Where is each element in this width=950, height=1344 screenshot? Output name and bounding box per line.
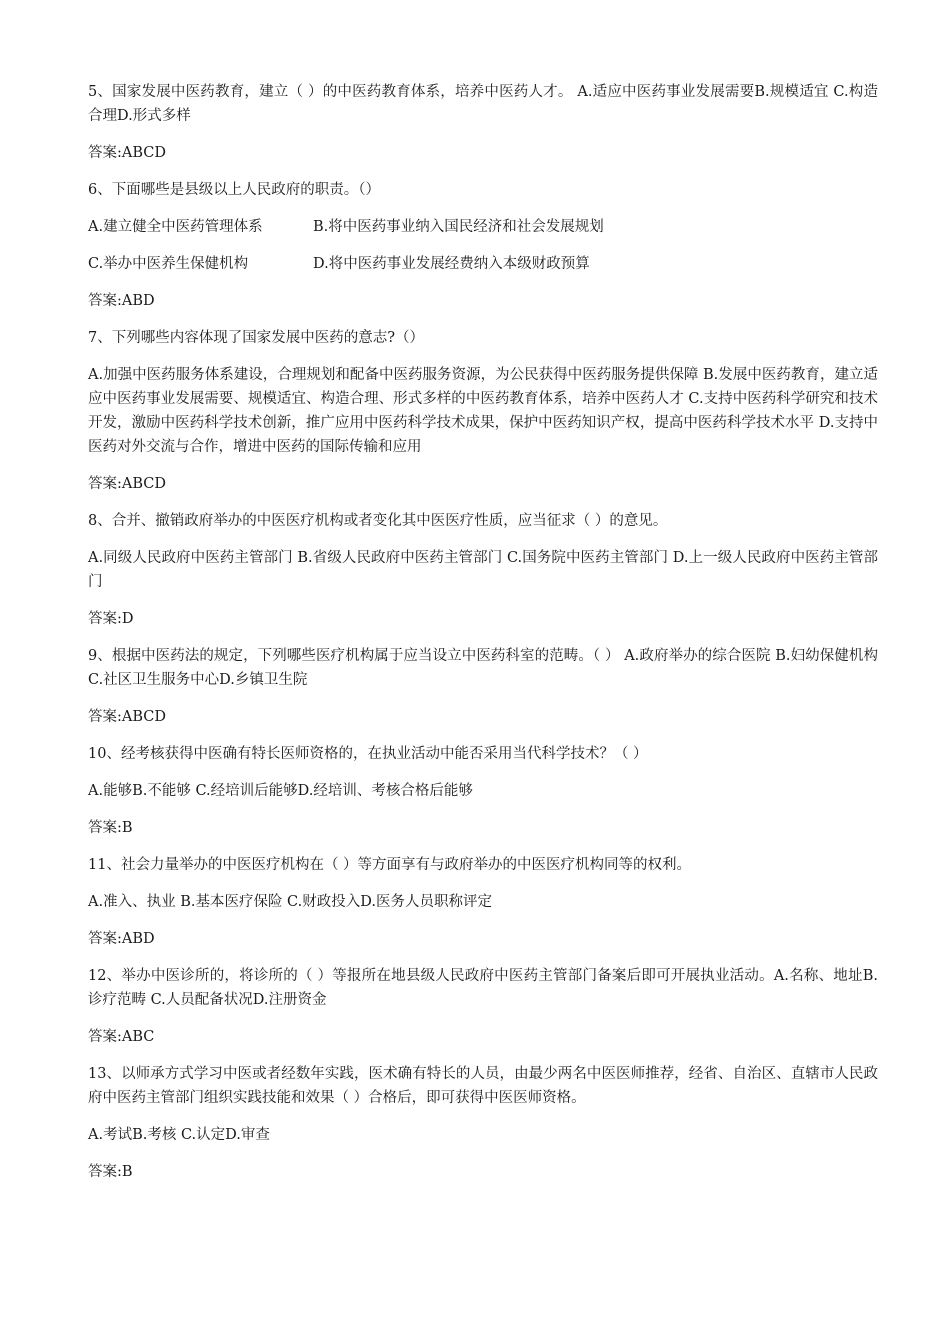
question-6-option-a: A.建立健全中医药管理体系 (88, 219, 263, 235)
question-6-option-c: C.举办中医养生保健机构 (88, 256, 249, 272)
question-6-option-b: B.将中医药事业纳入国民经济和社会发展规划 (313, 219, 604, 235)
question-5-answer: 答案:ABCD (88, 145, 167, 161)
question-13-options: A.考试B.考核 C.认定D.审查 (88, 1127, 270, 1143)
question-11-options: A.准入、执业 B.基本医疗保险 C.财政投入D.医务人员职称评定 (88, 894, 492, 910)
question-11-text: 11、社会力量举办的中医医疗机构在（ ）等方面享有与政府举办的中医医疗机构同等的权利。 (88, 857, 692, 873)
question-9-answer: 答案:ABCD (88, 709, 167, 725)
question-10-text: 10、经考核获得中医确有特长医师资格的，在执业活动中能否采用当代科学技术？（ ） (88, 746, 648, 762)
question-6-option-d: D.将中医药事业发展经费纳入本级财政预算 (313, 256, 590, 272)
question-10-answer: 答案:B (88, 820, 133, 836)
question-6-answer: 答案:ABD (88, 293, 155, 309)
question-6-text: 6、下面哪些是县级以上人民政府的职责。（） (88, 182, 380, 198)
question-7-text: 7、下列哪些内容体现了国家发展中医药的意志?（） (88, 330, 424, 346)
question-7-answer: 答案:ABCD (88, 476, 167, 492)
question-9-text: 9、根据中医药法的规定，下列哪些医疗机构属于应当设立中医药科室的范畴。（ ） A.政府举办的综合医院 B.妇幼保健机构 C.社区卫生服务中心D.乡镇卫生院 (88, 648, 878, 688)
question-13-text: 13、以师承方式学习中医或者经数年实践，医术确有特长的人员，由最少两名中医医师推荐，经省、自治区、直辖市人民政府中医药主管部门组织实践技能和效果（ ）合格后，即可获得中医医师资格。 (88, 1066, 878, 1106)
question-12-text: 12、举办中医诊所的，将诊所的（ ）等报所在地县级人民政府中医药主管部门备案后即可开展执业活动。A.名称、地址B.诊疗范畴 C.人员配备状况D.注册资金 (88, 968, 878, 1008)
question-5-text: 5、国家发展中医药教育，建立（ ）的中医药教育体系，培养中医药人才。 A.适应中医药事业发展需要B.规模适宜 C.构造合理D.形式多样 (88, 84, 878, 124)
question-8-answer: 答案:D (88, 611, 134, 627)
question-7-options: A.加强中医药服务体系建设，合理规划和配备中医药服务资源，为公民获得中医药服务提供保障 B.发展中医药教育，建立适应中医药事业发展需要、规模适宜、构造合理、形式多样的中医药教育体系，培养中医药人才 C.支持中医药科学研究和技术开发，激励中医药科学技术创新，推广应用中医药科学技术成果，保护中医药知识产权，提高中医药科学技术水平 D.支持中医药对外交流与合作，增进中医药的国际传输和应用 (88, 367, 878, 455)
question-8-text: 8、合并、撤销政府举办的中医医疗机构或者变化其中医医疗性质，应当征求（ ）的意见。 (88, 513, 668, 529)
question-8-options: A.同级人民政府中医药主管部门 B.省级人民政府中医药主管部门 C.国务院中医药主管部门 D.上一级人民政府中医药主管部门 (88, 550, 878, 590)
question-10-options: A.能够B.不能够 C.经培训后能够D.经培训、考核合格后能够 (88, 783, 473, 799)
question-12-answer: 答案:ABC (88, 1029, 155, 1045)
question-6-options-row-2 (88, 252, 878, 276)
question-6-options-row-1 (88, 215, 878, 239)
question-13-answer: 答案:B (88, 1164, 133, 1180)
question-11-answer: 答案:ABD (88, 931, 155, 947)
document-page (88, 80, 878, 1184)
